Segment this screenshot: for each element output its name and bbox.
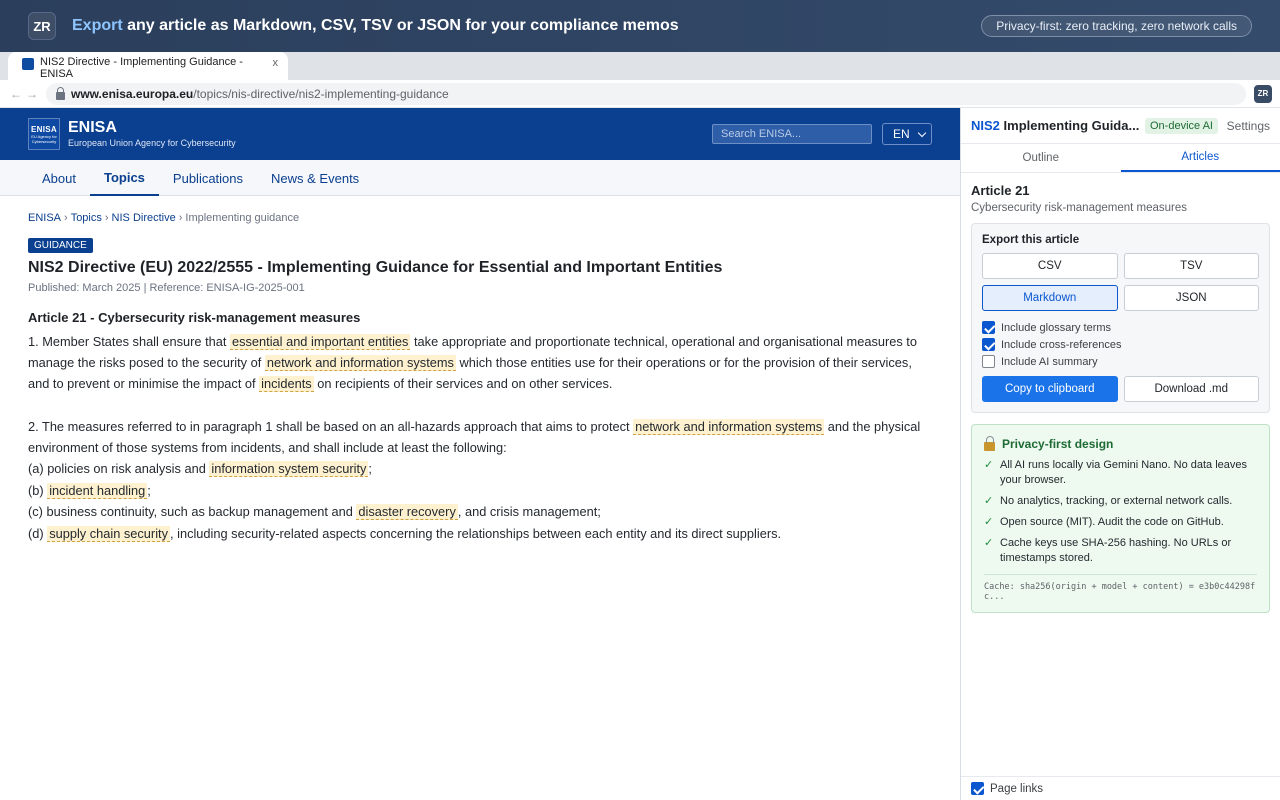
browser-tab[interactable]	[8, 52, 288, 80]
breadcrumb-nis-directive[interactable]: NIS Directive	[111, 212, 176, 224]
page-links-label: Page links	[990, 782, 1044, 795]
forward-arrow-icon[interactable]: →	[26, 86, 38, 101]
breadcrumb-topics[interactable]: Topics	[70, 212, 102, 224]
back-arrow-icon[interactable]: ←	[10, 86, 22, 101]
site-brand	[68, 119, 236, 149]
extension-logo: ZR	[28, 12, 56, 40]
check-icon: ✓	[984, 537, 994, 549]
glossary-term[interactable]: incident handling	[49, 482, 146, 498]
chevron-down-icon	[918, 128, 926, 136]
promo-headline-text: any article as Markdown, CSV, TSV or JSON for your compliance memos	[122, 17, 679, 34]
logo-wordmark: ENISA	[31, 124, 57, 134]
extension-button[interactable]: ZR	[1254, 85, 1272, 103]
site-header	[0, 108, 960, 160]
privacy-pill: Privacy-first: zero tracking, zero network calls	[981, 15, 1252, 37]
glossary-term[interactable]: network and information systems	[635, 419, 823, 434]
check-icon: ✓	[984, 459, 994, 471]
page-title: NIS2 Directive (EU) 2022/2555 - Implementing Guidance for Essential and Important Entities	[28, 259, 723, 276]
copy-to-clipboard-button[interactable]: Copy to clipboard	[982, 376, 1118, 402]
enisa-logo[interactable]	[28, 118, 60, 150]
lock-icon	[984, 442, 995, 451]
paragraph-1: 1. Member States shall ensure that essential and important entities take appropriate and proportionate technical, operational and organisational measures to manage the risks posed to the security of network and information systems which those entities use for their operations or for the provision of their services, and to prevent or minimise the impact of incidents on recipients of their services and on other services.	[28, 334, 917, 391]
panel-title-accent: NIS2	[971, 118, 1000, 133]
glossary-term[interactable]: supply chain security	[49, 525, 168, 541]
glossary-term[interactable]: information system security	[211, 461, 367, 476]
address-row	[0, 80, 1280, 108]
list-item-d: (d) supply chain security , including security-related aspects concerning the relationships between each entity and its direct suppliers.	[28, 525, 782, 541]
url-host: www.enisa.europa.eu	[71, 86, 194, 101]
article-content	[0, 196, 960, 544]
privacy-item: ✓ Open source (MIT). Audit the code on GitHub.	[984, 516, 1224, 528]
guidance-badge: GUIDANCE	[28, 238, 93, 253]
lock-icon	[56, 92, 65, 100]
site-nav	[0, 160, 960, 196]
list-item-c: (c) business continuity, such as backup management and disaster recovery , and crisis management;	[28, 504, 601, 519]
privacy-item: ✓ All AI runs locally via Gemini Nano. No data leaves your browser.	[984, 459, 1248, 486]
privacy-title: Privacy-first design	[984, 437, 1257, 451]
check-icon: ✓	[984, 495, 994, 507]
format-json-button[interactable]: JSON	[1124, 285, 1260, 311]
settings-link[interactable]: Settings	[1226, 118, 1270, 133]
format-tsv-button[interactable]: TSV	[1124, 253, 1260, 279]
option-ai-summary[interactable]: Include AI summary	[982, 353, 1259, 370]
breadcrumb: ENISA › Topics › NIS Directive › Implementing guidance	[28, 212, 300, 224]
format-csv-button[interactable]: CSV	[982, 253, 1118, 279]
article-subtitle: Cybersecurity risk-management measures	[971, 202, 1188, 214]
nav-news-events[interactable]: News & Events	[271, 170, 360, 186]
language-value: EN	[893, 127, 910, 141]
format-options	[982, 253, 1259, 311]
panel-title-text: Implementing Guida...	[999, 118, 1139, 133]
nav-publications[interactable]: Publications	[172, 170, 244, 186]
publication-meta: Published: March 2025 | Reference: ENISA-IG-2025-001	[28, 282, 305, 294]
nav-about[interactable]: About	[42, 170, 76, 186]
export-card	[971, 223, 1270, 413]
site-search-input[interactable]: Search ENISA...	[712, 124, 872, 144]
close-tab-icon[interactable]: x	[272, 57, 278, 69]
privacy-card	[971, 424, 1270, 613]
export-actions	[982, 376, 1259, 402]
list-item-b: (b) incident handling ;	[28, 482, 151, 498]
privacy-item: ✓ Cache keys use SHA-256 hashing. No URLs or timestamps stored.	[984, 537, 1232, 564]
panel-header	[961, 108, 1280, 144]
breadcrumb-enisa[interactable]: ENISA	[28, 212, 62, 224]
site-name: ENISA	[68, 119, 117, 136]
promo-headline	[72, 17, 679, 35]
export-options	[982, 319, 1259, 370]
panel-footer	[961, 776, 1280, 800]
paragraph-2: 2. The measures referred to in paragraph 1 shall be based on an all-hazards approach that aims to protect network and information systems and the physical environment of those systems from incidents, and shall include at least the following:	[28, 419, 921, 455]
breadcrumb-current: Implementing guidance	[185, 212, 300, 224]
privacy-item: ✓ No analytics, tracking, or external network calls.	[984, 495, 1233, 507]
extension-side-panel	[960, 108, 1280, 800]
list-item-a: (a) policies on risk analysis and information system security ;	[28, 461, 372, 476]
tab-articles[interactable]: Articles	[1121, 144, 1280, 172]
article-heading: Article 21 - Cybersecurity risk-management measures	[28, 310, 361, 325]
glossary-term[interactable]: essential and important entities	[232, 334, 409, 349]
promo-accent: Export	[72, 17, 123, 34]
tab-title: NIS2 Directive - Implementing Guidance - ENISA	[40, 56, 243, 80]
glossary-term[interactable]: network and information systems	[266, 355, 454, 370]
browser-tabstrip	[0, 52, 1280, 80]
checkbox-page-links[interactable]	[971, 782, 984, 795]
export-title: Export this article	[982, 234, 1080, 246]
nav-topics[interactable]: Topics	[90, 160, 159, 196]
panel-title	[971, 118, 1139, 133]
on-device-ai-badge: On-device AI	[1145, 118, 1218, 134]
format-markdown-button[interactable]: Markdown	[982, 285, 1118, 311]
logo-subtext: EU Agency for Cybersecurity	[31, 133, 57, 144]
tab-outline[interactable]: Outline	[1022, 152, 1059, 164]
glossary-term[interactable]: incidents	[261, 376, 312, 391]
glossary-term[interactable]: disaster recovery	[358, 504, 456, 519]
web-page	[0, 108, 960, 800]
url-path: /topics/nis-directive/nis2-implementing-guidance	[193, 86, 449, 101]
article-number: Article 21	[971, 183, 1030, 198]
address-bar[interactable]	[46, 83, 1246, 105]
checkbox-ai-summary[interactable]	[982, 355, 995, 368]
selected-article	[961, 173, 1280, 214]
site-tagline: European Union Agency for Cybersecurity	[68, 138, 236, 148]
checkbox-cross-references[interactable]	[982, 338, 995, 351]
enisa-favicon-icon	[22, 58, 34, 70]
cache-key-readout: Cache: sha256(origin + model + content) = e3b0c44298fc...	[984, 574, 1257, 602]
download-md-button[interactable]: Download .md	[1124, 376, 1260, 402]
panel-tabs	[961, 144, 1280, 173]
checkbox-glossary-terms[interactable]	[982, 321, 995, 334]
language-select[interactable]	[882, 123, 932, 145]
promo-banner	[0, 0, 1280, 52]
privacy-list	[984, 458, 1257, 566]
check-icon: ✓	[984, 516, 994, 528]
option-cross-references[interactable]: Include cross-references	[982, 336, 1259, 353]
option-glossary-terms[interactable]: Include glossary terms	[982, 319, 1259, 336]
